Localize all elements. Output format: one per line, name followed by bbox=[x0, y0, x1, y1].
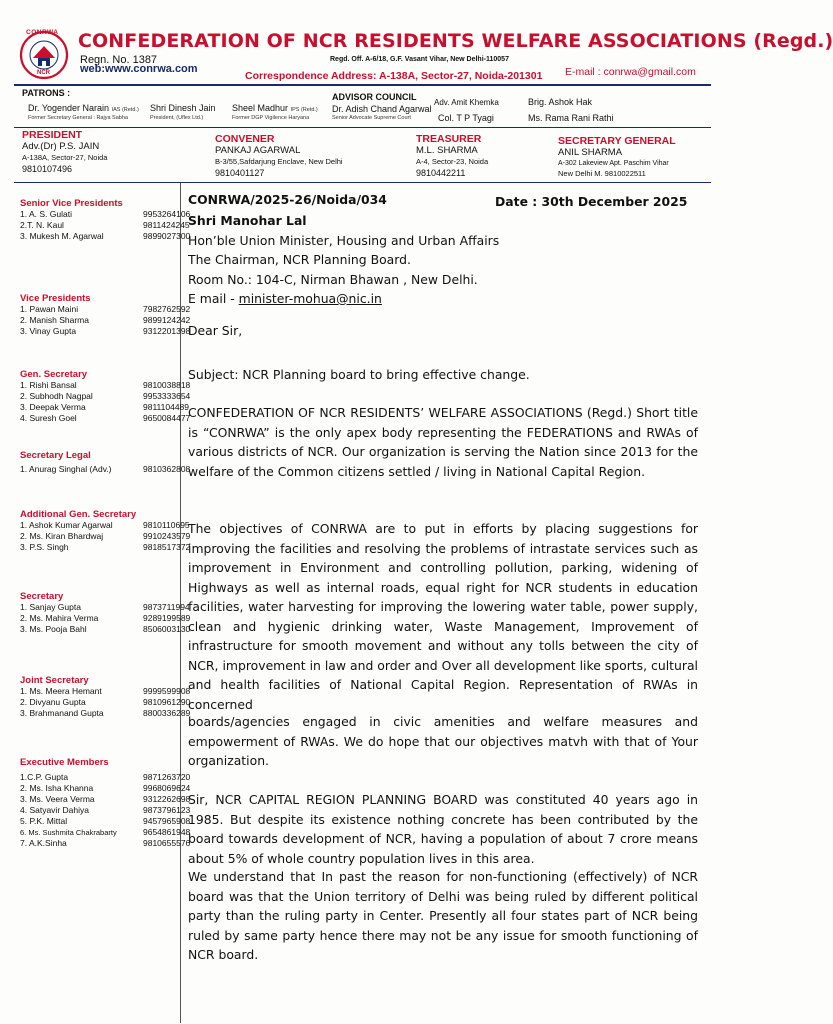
member-row: 2. Ms. Mahira Verma 9289199589 bbox=[20, 613, 191, 623]
sidebar-group-vp bbox=[20, 293, 191, 337]
member-row: 3. Ms. Pooja Bahl 8506003130 bbox=[20, 624, 191, 634]
paragraph-ncr-board-history: Sir, NCR CAPITAL REGION PLANNING BOARD was constituted 40 years ago in 1985. But despite its existence nothing concrete has been contributed by the board towards development of NCR, having a population of about 7 crore means about 5% of whole country population lives in this area. bbox=[188, 792, 698, 866]
addressee-name: Shri Manohar Lal bbox=[188, 213, 307, 228]
paragraph-intro: CONFEDERATION OF NCR RESIDENTS’ WELFARE ASSOCIATIONS (Regd.) Short title is “CONRWA” is the only apex body representing the FEDERATIONS and RWAs of various districts of NCR. Our organization is serving the Nation since 2013 for the welfare of the Common citizens settled / living in National Capital Region. bbox=[188, 405, 698, 479]
member-row: 6. Ms. Sushmita Chakrabarty 9654861948 bbox=[20, 827, 191, 837]
member-row: 1. Ms. Meera Hemant 9999599908 bbox=[20, 686, 191, 696]
advisor-2: Adv. Amit Khemka bbox=[434, 98, 499, 107]
sidebar-group-addl-gen-secretary bbox=[20, 509, 191, 553]
member-row: 1.C.P. Gupta 9871263720 bbox=[20, 772, 191, 782]
member-row: 1. Anurag Singhal (Adv.) 9810362808 bbox=[20, 464, 191, 474]
convener-phone: 9810401127 bbox=[215, 168, 265, 178]
addressee-email-line bbox=[188, 289, 708, 309]
president-phone: 9810107496 bbox=[22, 164, 73, 174]
member-row: 2.T. N. Kaul 9811424245 bbox=[20, 220, 190, 230]
group-heading: Senior Vice Presidents bbox=[20, 198, 123, 209]
president-name: Adv.(Dr) P.S. JAIN bbox=[22, 141, 100, 152]
sidebar-group-secretary-legal bbox=[20, 450, 191, 475]
advisor-1-name: Dr. Adish Chand Agarwal bbox=[332, 104, 432, 114]
registration-number: Regn. No. 1387 bbox=[80, 54, 158, 66]
convener-title: CONVENER bbox=[215, 133, 275, 145]
member-row: 2. Subhodh Nagpal 9953333654 bbox=[20, 391, 191, 401]
secgen-phone: New Delhi M. 9810022511 bbox=[558, 169, 646, 178]
letter-date: Date : 30th December 2025 bbox=[495, 194, 688, 209]
addressee-line-1: Hon’ble Union Minister, Housing and Urban Affairs bbox=[188, 232, 500, 248]
convener-name: PANKAJ AGARWAL bbox=[215, 145, 301, 156]
registered-office: Regd. Off. A-6/18, G.F. Vasant Vihar, New Delhi-110057 bbox=[330, 56, 509, 63]
addressee-line-2: The Chairman, NCR Planning Board. bbox=[188, 252, 411, 267]
patrons-label: PATRONS : bbox=[22, 88, 71, 98]
logo-text-top: CONRWA bbox=[26, 29, 59, 36]
convener-address: B-3/55,Safdarjung Enclave, New Delhi bbox=[215, 157, 343, 166]
secgen-title: SECRETARY GENERAL bbox=[558, 135, 676, 147]
member-row: 3. P.S. Singh 9818517372 bbox=[20, 542, 191, 552]
advisor-council-label: ADVISOR COUNCIL bbox=[332, 92, 417, 102]
group-heading: Secretary Legal bbox=[20, 450, 91, 461]
office-secretary-general bbox=[558, 135, 718, 179]
president-title: PRESIDENT bbox=[22, 129, 83, 141]
advisor-5: Ms. Rama Rani Rathi bbox=[528, 113, 614, 123]
secgen-name: ANIL SHARMA bbox=[558, 147, 623, 158]
member-row: 4. Suresh Goel 9650084477 bbox=[20, 413, 191, 423]
patron-2-desc: President, (Uflex Ltd.) bbox=[150, 115, 204, 121]
advisor-1-desc: Senior Advocate Supreme Court bbox=[332, 115, 411, 121]
treasurer-name: M.L. SHARMA bbox=[416, 145, 478, 156]
correspondence-address: Correspondence Address: A-138A, Sector-27, Noida-201301 bbox=[245, 70, 543, 82]
member-row: 3. Deepak Verma 9811104489 bbox=[20, 402, 190, 412]
office-treasurer bbox=[416, 133, 546, 179]
patron-1-desc: Former Secretary General : Rajya Sabha bbox=[28, 115, 128, 121]
group-heading: Executive Members bbox=[20, 757, 109, 768]
addressee-block bbox=[188, 211, 708, 309]
website-link[interactable]: web:www.conrwa.com bbox=[80, 63, 198, 75]
secgen-address: A-302 Lakeview Apt. Paschim Vihar bbox=[558, 160, 669, 167]
paragraph-objectives: The objectives of CONRWA are to put in efforts by placing suggestions for improving the facilities and resolving the problems of intrastate services such as improvement in Environment and controlling pollution, parking, widening of Highways as well as internal roads, equal right for NCR students in education facilities, water harvesting for improving the lowering water table, power supply, clean and hygienic drinking water, Waste Management, Improvement of infrastructure for smooth movement and without any tolls between the city of NCR, improvement in law and order and Over all development like sports, cultural and health facilities of National Capital Region. Representation of RWAs in concerned bbox=[188, 521, 698, 712]
subject-line: Subject: NCR Planning board to bring effective change. bbox=[188, 367, 530, 382]
president-address: A-138A, Sector-27, Noida bbox=[22, 153, 108, 162]
logo-text-bottom: NCR bbox=[37, 70, 50, 76]
email-prefix: E mail - bbox=[188, 291, 239, 306]
treasurer-title: TREASURER bbox=[416, 133, 482, 145]
org-email[interactable]: E-mail : conrwa@gmail.com bbox=[565, 66, 696, 78]
patron-3 bbox=[232, 103, 318, 114]
patron-2-name: Shri Dinesh Jain bbox=[150, 103, 216, 113]
member-row: 1. A. S. Gulati 9953264106 bbox=[20, 209, 191, 219]
member-row: 3. Brahmanand Gupta 8800336289 bbox=[20, 708, 191, 718]
addressee-line-3: Room No.: 104-C, Nirman Bhawan , New Delhi. bbox=[188, 271, 478, 287]
member-row: 3. Ms. Veera Verma 9312262698 bbox=[20, 794, 191, 804]
group-heading: Secretary bbox=[20, 591, 64, 602]
treasurer-phone: 9810442211 bbox=[416, 168, 466, 178]
sidebar-group-secretary bbox=[20, 591, 191, 635]
group-heading: Gen. Secretary bbox=[20, 369, 88, 380]
member-row: 1. Ashok Kumar Agarwal 9810110695 bbox=[20, 520, 190, 530]
patron-1-name: Dr. Yogender Narain bbox=[28, 103, 110, 113]
member-row: 2. Ms. Kiran Bhardwaj 9910243579 bbox=[20, 531, 191, 541]
paragraph-ncr-board-reason: We understand that In past the reason for non-functioning (effectively) of NCR board was that the Union territory of Delhi was being ruled by different political party than the ruling party in Center. Presently all four states part of NCR being ruled by same party hence there may not be any issue for smooth functioning of NCR board. bbox=[188, 869, 698, 962]
sidebar-group-joint-secretary bbox=[20, 675, 191, 719]
salutation: Dear Sir, bbox=[188, 323, 243, 338]
letter-reference: CONRWA/2025-26/Noida/034 bbox=[188, 192, 387, 207]
group-heading: Joint Secretary bbox=[20, 675, 89, 686]
group-heading: Vice Presidents bbox=[20, 293, 91, 304]
sidebar-group-senior-vp bbox=[20, 198, 191, 242]
member-row: 4. Satyavir Dahiya 9873796123 bbox=[20, 805, 191, 815]
member-row: 2. Ms. Isha Khanna 9968069624 bbox=[20, 783, 191, 793]
member-row: 1. Sanjay Gupta 9873711994 bbox=[20, 602, 190, 612]
addressee-email-link[interactable]: minister-mohua@nic.in bbox=[238, 291, 382, 306]
member-row: 1. Pawan Maini 7982762592 bbox=[20, 304, 191, 314]
paragraph-objectives-cont: boards/agencies engaged in civic amenities and welfare measures and empowerment of RWAs. We do hope that our objectives matvh with that of Your organization. bbox=[188, 714, 698, 768]
member-row: 2. Divyanu Gupta 9810961290 bbox=[20, 697, 191, 707]
advisor-3: Col. T P Tyagi bbox=[438, 113, 494, 123]
sidebar-group-gen-secretary bbox=[20, 369, 191, 424]
sidebar-group-executive-members bbox=[20, 757, 191, 849]
member-row: 5. P.K. Mittal 9457965908 bbox=[20, 816, 191, 826]
office-convener bbox=[215, 133, 405, 179]
patron-3-name: Sheel Madhur bbox=[232, 103, 289, 113]
patron-3-desc: Former DGP Vigilence Haryana bbox=[232, 115, 310, 121]
advisor-4: Brig. Ashok Hak bbox=[528, 97, 593, 107]
treasurer-address: A-4, Sector-23, Noida bbox=[416, 157, 489, 166]
patron-1-suffix: IAS (Retd.) bbox=[111, 107, 139, 113]
group-heading: Additional Gen. Secretary bbox=[20, 509, 137, 520]
member-row: 1. Rishi Bansal 9810038818 bbox=[20, 380, 191, 390]
patron-3-suffix: IPS (Retd.) bbox=[290, 107, 318, 113]
member-row: 7. A.K.Sinha 9810655576 bbox=[20, 838, 191, 848]
member-row: 3. Mukesh M. Agarwal 9899027300 bbox=[20, 231, 191, 241]
member-row: 3. Vinay Gupta 9312201398 bbox=[20, 326, 191, 336]
member-row: 2. Manish Sharma 9899124242 bbox=[20, 315, 191, 325]
org-title: CONFEDERATION OF NCR RESIDENTS WELFARE ASSOCIATIONS (Regd.) bbox=[78, 30, 833, 52]
